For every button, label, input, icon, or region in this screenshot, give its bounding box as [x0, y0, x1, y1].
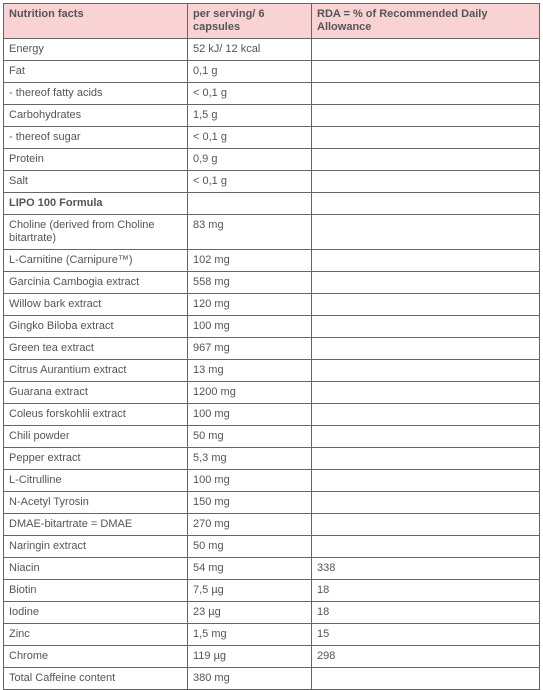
cell-amount: 23 µg: [188, 602, 312, 624]
cell-rda: [312, 470, 540, 492]
cell-name: Iodine: [4, 602, 188, 624]
cell-amount: 100 mg: [188, 470, 312, 492]
nutrition-table-container: [3, 3, 539, 690]
cell-name: Naringin extract: [4, 536, 188, 558]
table-row: [4, 448, 540, 470]
table-row: [4, 536, 540, 558]
cell-amount: 1,5 g: [188, 105, 312, 127]
table-body: [4, 39, 540, 690]
cell-amount: 270 mg: [188, 514, 312, 536]
cell-amount: 83 mg: [188, 215, 312, 250]
cell-rda: 18: [312, 580, 540, 602]
table-row: [4, 215, 540, 250]
table-row: [4, 250, 540, 272]
cell-amount: < 0,1 g: [188, 171, 312, 193]
cell-name: Garcinia Cambogia extract: [4, 272, 188, 294]
cell-amount: 1200 mg: [188, 382, 312, 404]
cell-name: Biotin: [4, 580, 188, 602]
cell-amount: 100 mg: [188, 316, 312, 338]
cell-name: Pepper extract: [4, 448, 188, 470]
cell-amount: 119 µg: [188, 646, 312, 668]
table-row: [4, 39, 540, 61]
table-row: [4, 127, 540, 149]
table-row: [4, 149, 540, 171]
cell-name: N-Acetyl Tyrosin: [4, 492, 188, 514]
cell-amount: < 0,1 g: [188, 83, 312, 105]
cell-name: Green tea extract: [4, 338, 188, 360]
cell-amount: 380 mg: [188, 668, 312, 690]
cell-rda: [312, 382, 540, 404]
cell-rda: [312, 83, 540, 105]
cell-amount: 967 mg: [188, 338, 312, 360]
cell-name: Chili powder: [4, 426, 188, 448]
cell-name: Energy: [4, 39, 188, 61]
cell-rda: [312, 149, 540, 171]
table-row: [4, 316, 540, 338]
cell-name: Fat: [4, 61, 188, 83]
table-row: [4, 382, 540, 404]
table-row: [4, 624, 540, 646]
cell-amount: < 0,1 g: [188, 127, 312, 149]
cell-amount: 50 mg: [188, 426, 312, 448]
cell-amount: 7,5 µg: [188, 580, 312, 602]
table-row: [4, 338, 540, 360]
table-row: [4, 580, 540, 602]
section-title: LIPO 100 Formula: [4, 193, 188, 215]
cell-rda: 18: [312, 602, 540, 624]
cell-rda: [312, 404, 540, 426]
cell-rda: [312, 536, 540, 558]
cell-rda: [312, 492, 540, 514]
header-rda: RDA = % of Recommended Daily Allowance: [312, 4, 540, 39]
cell-name: Choline (derived from Choline bitartrate): [4, 215, 188, 250]
cell-amount: 150 mg: [188, 492, 312, 514]
cell-name: Coleus forskohlii extract: [4, 404, 188, 426]
cell-rda: [312, 294, 540, 316]
cell-rda: [312, 127, 540, 149]
cell-name: Salt: [4, 171, 188, 193]
cell-amount: 50 mg: [188, 536, 312, 558]
cell-rda: [312, 250, 540, 272]
table-row: [4, 602, 540, 624]
cell-name: - thereof sugar: [4, 127, 188, 149]
cell-name: L-Citrulline: [4, 470, 188, 492]
cell-rda: 338: [312, 558, 540, 580]
cell-amount: 13 mg: [188, 360, 312, 382]
cell-name: Carbohydrates: [4, 105, 188, 127]
cell-name: Zinc: [4, 624, 188, 646]
cell-rda: [312, 272, 540, 294]
cell-amount: 5,3 mg: [188, 448, 312, 470]
cell-name: Niacin: [4, 558, 188, 580]
table-row: [4, 492, 540, 514]
table-row: [4, 646, 540, 668]
table-row: [4, 558, 540, 580]
cell-amount: 0,1 g: [188, 61, 312, 83]
cell-name: Citrus Aurantium extract: [4, 360, 188, 382]
cell-amount: 52 kJ/ 12 kcal: [188, 39, 312, 61]
cell-rda: [312, 215, 540, 250]
cell-rda: [312, 448, 540, 470]
cell-name: Chrome: [4, 646, 188, 668]
cell-name: Gingko Biloba extract: [4, 316, 188, 338]
header-nutrition-facts: Nutrition facts: [4, 4, 188, 39]
cell-rda: 15: [312, 624, 540, 646]
table-row: [4, 171, 540, 193]
cell-amount: [188, 193, 312, 215]
cell-rda: [312, 61, 540, 83]
table-row: [4, 294, 540, 316]
cell-rda: [312, 426, 540, 448]
cell-amount: 54 mg: [188, 558, 312, 580]
table-row: [4, 272, 540, 294]
cell-amount: 558 mg: [188, 272, 312, 294]
section-header-row: [4, 193, 540, 215]
table-row: [4, 105, 540, 127]
table-row: [4, 360, 540, 382]
cell-name: L-Carnitine (Carnipure™): [4, 250, 188, 272]
cell-rda: [312, 316, 540, 338]
header-row: [4, 4, 540, 39]
cell-amount: 120 mg: [188, 294, 312, 316]
cell-rda: 298: [312, 646, 540, 668]
cell-amount: 100 mg: [188, 404, 312, 426]
cell-name: Protein: [4, 149, 188, 171]
cell-amount: 0,9 g: [188, 149, 312, 171]
table-row: [4, 514, 540, 536]
cell-rda: [312, 105, 540, 127]
cell-name: Guarana extract: [4, 382, 188, 404]
cell-name: Total Caffeine content: [4, 668, 188, 690]
nutrition-facts-table: [3, 3, 540, 690]
cell-rda: [312, 171, 540, 193]
cell-amount: 102 mg: [188, 250, 312, 272]
table-row: [4, 404, 540, 426]
table-row: [4, 426, 540, 448]
table-row: [4, 470, 540, 492]
cell-rda: [312, 39, 540, 61]
cell-rda: [312, 193, 540, 215]
table-row: [4, 83, 540, 105]
cell-rda: [312, 360, 540, 382]
header-per-serving: per serving/ 6 capsules: [188, 4, 312, 39]
cell-rda: [312, 338, 540, 360]
table-header: [4, 4, 540, 39]
cell-name: Willow bark extract: [4, 294, 188, 316]
cell-amount: 1,5 mg: [188, 624, 312, 646]
cell-name: - thereof fatty acids: [4, 83, 188, 105]
table-row: [4, 61, 540, 83]
cell-rda: [312, 514, 540, 536]
cell-name: DMAE-bitartrate = DMAE: [4, 514, 188, 536]
